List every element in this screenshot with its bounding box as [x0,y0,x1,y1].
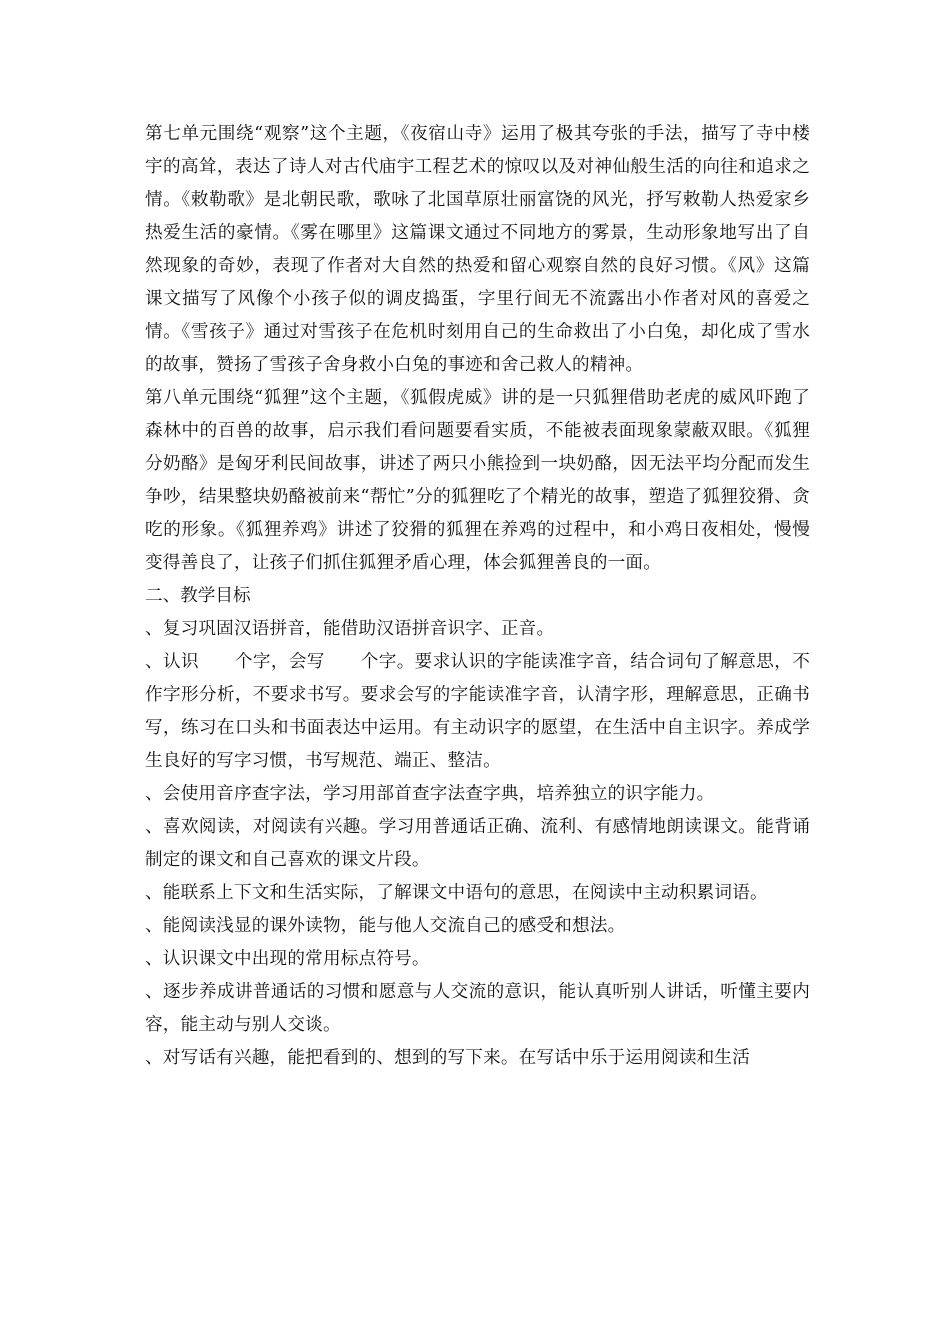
document-page [145,118,810,1075]
paragraph-unit-eight: 第八单元围绕“狐狸”这个主题，《狐假虎威》讲的是一只狐狸借助老虎的威风吓跑了森林中的百兽的故事，启示我们看问题要看实质，不能被表面现象蒙蔽双眼。《狐狸分奶酪》是匈牙利民间故事，讲述了两只小熊捡到一块奶酪，因无法平均分配而发生争吵，结果整块奶酪被前来“帮忙”分的狐狸吃了个精光的故事，塑造了狐狸狡猾、贪吃的形象。《狐狸养鸡》讲述了狡猾的狐狸在养鸡的过程中，和小鸡日夜相处，慢慢变得善良了，让孩子们抓住狐狸矛盾心理，体会狐狸善良的一面。 [145,388,810,573]
goal-item: 、能阅读浅显的课外读物，能与他人交流自己的感受和想法。 [145,916,626,936]
goal-item: 、认识课文中出现的常用标点符号。 [145,949,430,969]
goal-item: 、喜欢阅读，对阅读有兴趣。学习用普通话正确、流利、有感情地朗读课文。能背诵制定的课文和自己喜欢的课文片段。 [145,817,810,870]
goal-item: 、逐步养成讲普通话的习惯和愿意与人交流的意识，能认真听别人讲话，听懂主要内容，能主动与别人交谈。 [145,982,810,1035]
section-heading-teaching-goals: 二、教学目标 [145,586,251,606]
goal-item: 、对写话有兴趣，能把看到的、想到的写下来。在写话中乐于运用阅读和生活 [145,1048,750,1068]
goal-item: 、复习巩固汉语拼音，能借助汉语拼音识字、正音。 [145,619,555,639]
goal-item: 、能联系上下文和生活实际，了解课文中语句的意思，在阅读中主动积累词语。 [145,883,768,903]
paragraph-unit-seven: 第七单元围绕“观察”这个主题，《夜宿山寺》运用了极其夸张的手法，描写了寺中楼宇的高耸，表达了诗人对古代庙宇工程艺术的惊叹以及对神仙般生活的向往和追求之情。《敕勒歌》是北朝民歌，歌咏了北国草原壮丽富饶的风光，抒写敕勒人热爱家乡热爱生活的豪情。《雾在哪里》这篇课文通过不同地方的雾景，生动形象地写出了自然现象的奇妙，表现了作者对大自然的热爱和留心观察自然的良好习惯。《风》这篇课文描写了风像个小孩子似的调皮捣蛋，字里行间无不流露出小作者对风的喜爱之情。《雪孩子》通过对雪孩子在危机时刻用自己的生命救出了小白兔，却化成了雪水的故事，赞扬了雪孩子舍身救小白兔的事迹和舍己救人的精神。 [145,124,810,375]
goal-item: 、认识 个字，会写 个字。要求认识的字能读准字音，结合词句了解意思，不作字形分析，不要求书写。要求会写的字能读准字音，认清字形，理解意思，正确书写，练习在口头和书面表达中运用。有主动识字的愿望，在生活中自主识字。养成学生良好的写字习惯，书写规范、端正、整洁。 [145,652,810,771]
goal-item: 、会使用音序查字法，学习用部首查字法查字典，培养独立的识字能力。 [145,784,715,804]
